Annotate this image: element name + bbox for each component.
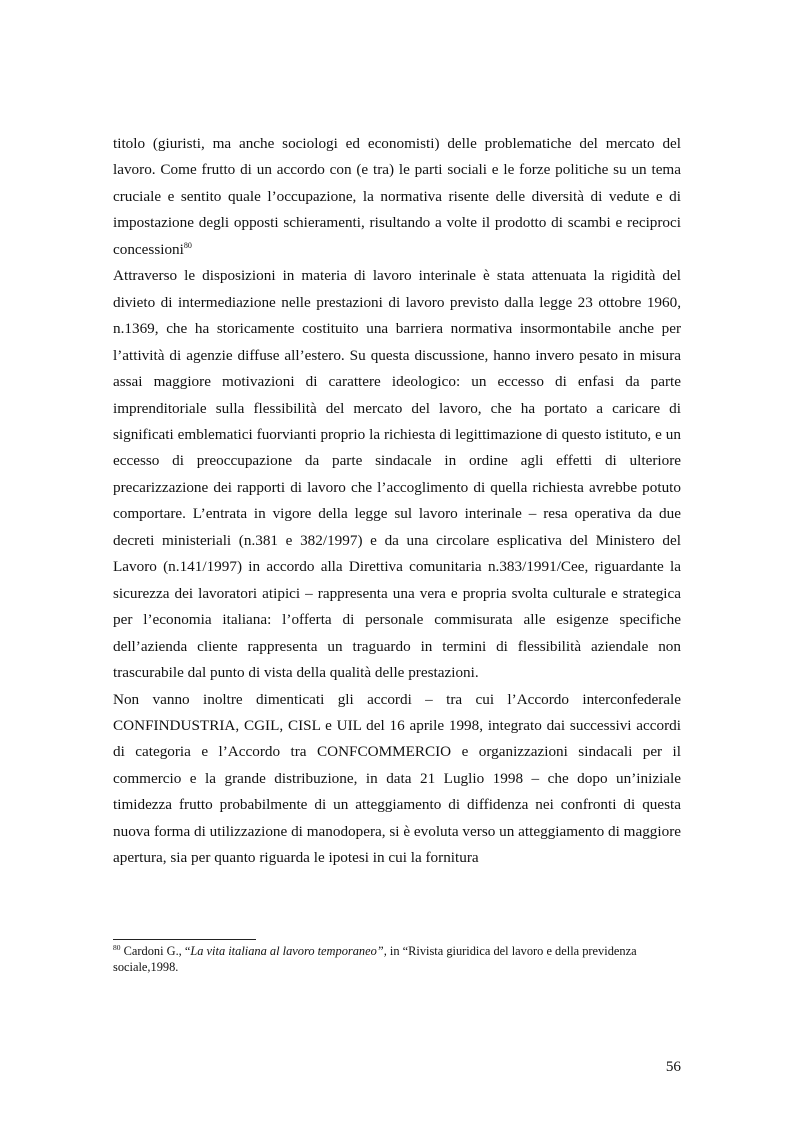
paragraph-text: Attraverso le disposizioni in materia di lavoro interinale è stata attenuata la rigidità del divieto di intermediazione nelle prestazioni di lavoro previsto dalla legge 23 ottobre 1960, n.1369, che ha storicamente costituito una barriera normativa insormontabile anche per l’attività di agenzie diffuse all’estero. Su questa discussione, hanno invero pesato in misura assai maggiore motivazioni di carattere ideologico: un eccesso di enfasi da parte imprenditoriale sulla flessibilità del mercato del lavoro, che ha portato a caricare di significati emblematici fuorvianti proprio la richiesta di legittimazione di questo istituto, e un eccesso di preoccupazione da parte sindacale in ordine agli effetti di ulteriore precarizzazione dei rapporti di lavoro che l’accoglimento di quella richiesta avrebbe potuto comportare. L’entrata in vigore della legge sul lavoro interinale – resa operativa da due decreti ministeriali (n.381 e 382/1997) e da una circolare esplicativa del Ministero del Lavoro (n.141/1997) in accordo alla Direttiva comunitaria n.383/1991/Cee, riguardante la sicurezza dei lavoratori atipici – rappresenta una vera e propria svolta culturale e strategica per l’economia italiana: l’offerta di personale commisurata alle esigenze specifiche dell’azienda cliente rappresenta un traguardo in termini di flessibilità aziendale non trascurabile dal punto di vista della qualità delle prestazioni. (113, 267, 681, 682)
footnote-title: La vita italiana al lavoro temporaneo”, (190, 944, 387, 958)
paragraph-text: titolo (giuristi, ma anche sociologi ed economisti) delle problematiche del mercato del lavoro. Come frutto di un accordo con (e tra) le parti sociali e le forze politiche su un tema cruciale e sentito quale l’occupazione, la normativa risente delle diversità di vedute e di impostazione degli opposti schieramenti, risultando a volte il prodotto di scambi e reciproci concessioni (113, 135, 681, 258)
footnote-reference[interactable]: 80 (183, 240, 192, 250)
paragraph-2 (113, 263, 681, 686)
body-text (113, 131, 681, 872)
footnote-separator (113, 939, 256, 940)
footnote-author: Cardoni G., “ (123, 944, 191, 958)
paragraph-1 (113, 131, 681, 263)
page-number: 56 (665, 1058, 681, 1075)
footnote (113, 943, 681, 975)
footnote-number: 80 (113, 943, 121, 952)
paragraph-3 (113, 687, 681, 872)
paragraph-text: Non vanno inoltre dimenticati gli accordi – tra cui l’Accordo interconfederale CONFINDUSTRIA, CGIL, CISL e UIL del 16 aprile 1998, integrato dai successivi accordi di categoria e l’Accordo tra CONFCOMMERCIO e organizzazioni sindacali per il commercio e la grande distribuzione, in data 21 Luglio 1998 – che dopo un’iniziale timidezza frutto probabilmente di un atteggiamento di diffidenza nei confronti di questa nuova forma di utilizzazione di manodopera, si è evoluta verso un atteggiamento di maggiore apertura, sia per quanto riguarda le ipotesi in cui la fornitura (113, 690, 681, 867)
footnote-source: in “Rivista giuridica del lavoro e della previdenza sociale,1998. (113, 944, 637, 974)
